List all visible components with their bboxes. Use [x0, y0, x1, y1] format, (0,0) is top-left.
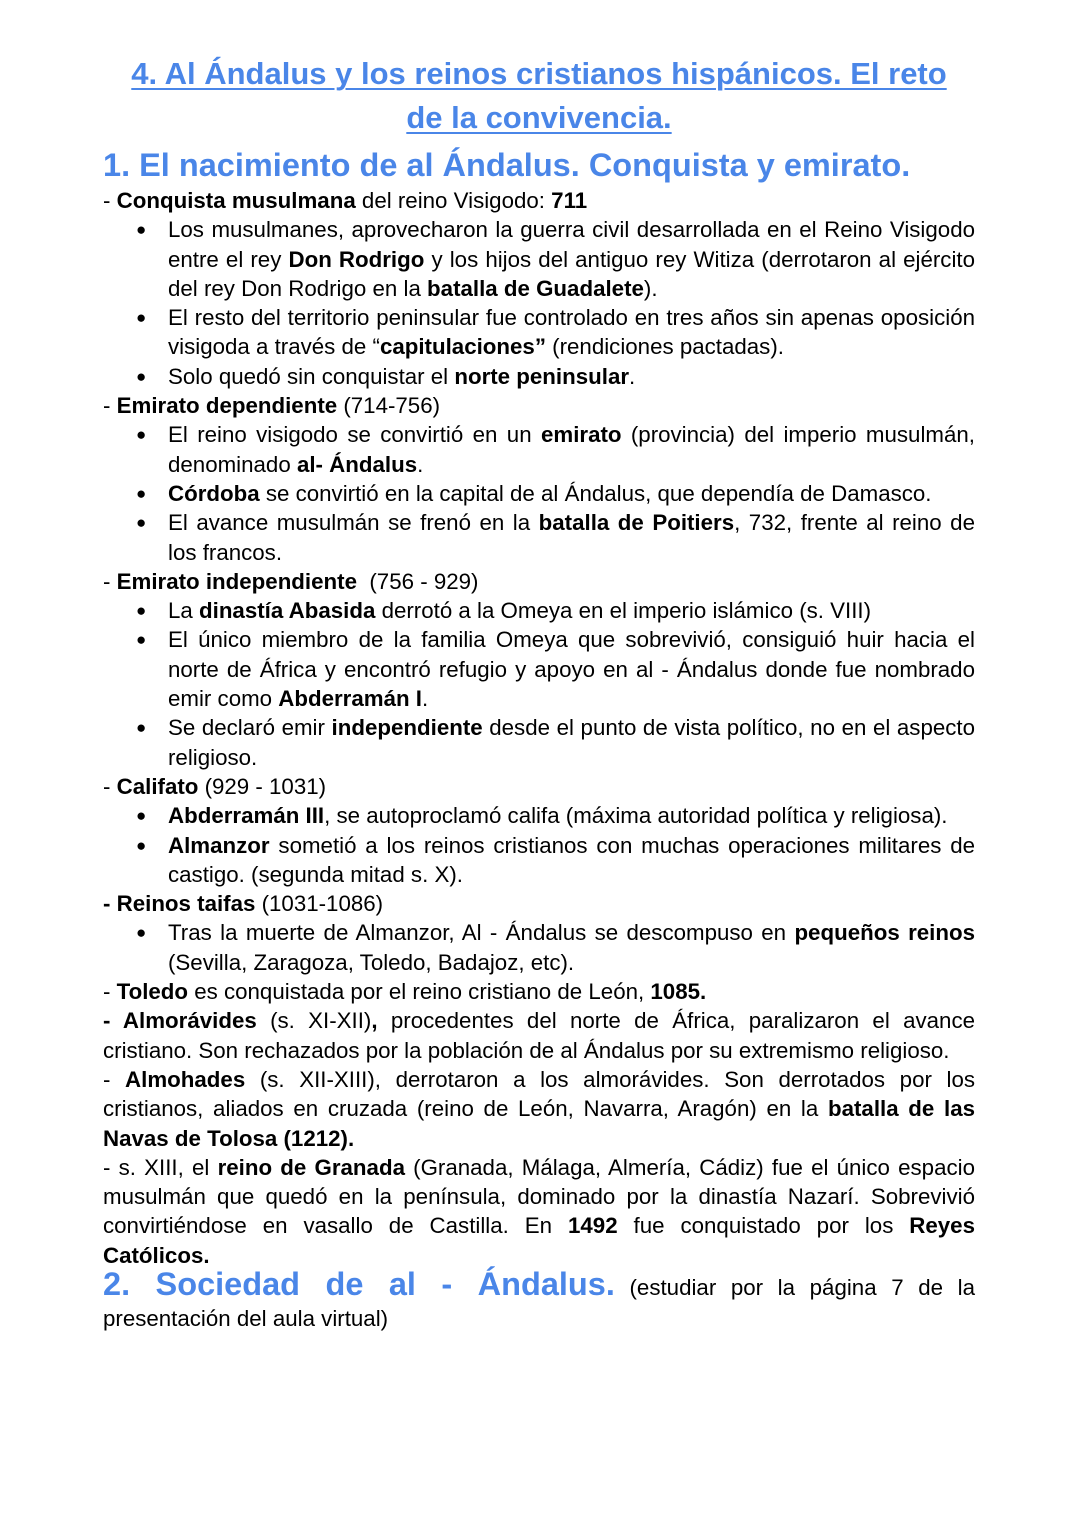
text: La — [168, 598, 199, 624]
text: procedentes del norte de África, paralizaron el avance cristiano. Son rechazados por la población de al Ándalus por su extremismo religioso. — [103, 1008, 975, 1063]
list-item — [103, 479, 975, 508]
almohades-paragraph — [103, 1065, 975, 1153]
list-item — [103, 215, 975, 303]
list-item — [103, 596, 975, 625]
conquista-year: 711 — [551, 188, 588, 213]
taifas-list — [103, 918, 975, 977]
text: ). — [643, 275, 658, 301]
document-title — [103, 52, 975, 140]
conquista-label: Conquista musulmana — [116, 188, 356, 213]
bold-text: batalla de Poitiers — [538, 510, 735, 536]
emirato-dependiente-header — [103, 391, 975, 420]
text: fue conquistado por los — [617, 1213, 910, 1239]
text: - — [103, 1066, 126, 1092]
text: El reino visigodo se convirtió en un — [168, 422, 541, 448]
text: desde el punto de vista político, no en el aspecto religioso. — [168, 715, 976, 770]
list-item — [103, 303, 975, 362]
bold-text: Almohades — [125, 1066, 246, 1092]
bold-text: Córdoba — [168, 480, 260, 506]
text: . — [417, 451, 424, 477]
emirato-independiente-header — [103, 567, 975, 596]
bold-text: , — [371, 1008, 378, 1034]
document-page — [103, 52, 975, 1336]
text: y los hijos del antiguo rey Witiza (derrotaron al ejército del rey Don Rodrigo en la — [168, 246, 976, 301]
text: , se autoproclamó califa (máxima autoridad política y religiosa). — [324, 803, 948, 829]
conquista-list — [103, 215, 975, 391]
emirato-independiente-label: Emirato independiente — [116, 568, 357, 594]
dash: - — [103, 188, 117, 213]
bold-text: - Almorávides — [103, 1008, 257, 1034]
bold-text: Almanzor — [168, 832, 270, 858]
title-line-2: de la convivencia. — [406, 100, 672, 135]
section-2 — [103, 1265, 975, 1336]
bold-text: independiente — [331, 715, 483, 741]
bold-text: emirato — [540, 422, 622, 448]
bold-text: Don Rodrigo — [288, 246, 425, 272]
text: (s. XII-XIII), derrotaron a los almorávides. Son derrotados por los cristianos, aliados en cruzada (reino de León, Navarra, Aragón) en la — [103, 1066, 976, 1122]
bold-text: Toledo — [116, 979, 189, 1005]
list-item — [103, 918, 975, 977]
text: - s. XIII, el — [103, 1154, 218, 1180]
list-item — [103, 713, 975, 772]
toledo-paragraph — [103, 977, 975, 1006]
bold-text: batalla de las Navas de Tolosa (1212). — [103, 1096, 975, 1151]
text: derrotó a la Omeya en el imperio islámico (s. VIII) — [375, 598, 872, 624]
list-item — [103, 420, 975, 479]
section-2-note: (estudiar por la página 7 de la presentación del aula virtual) — [103, 1274, 975, 1332]
list-item — [103, 508, 975, 567]
text: . — [422, 686, 429, 712]
bold-text: Reyes Católicos. — [103, 1213, 975, 1268]
bold-text: reino de Granada — [217, 1154, 405, 1180]
bold-text: batalla de Guadalete — [427, 275, 644, 301]
text: Solo quedó sin conquistar el — [168, 363, 455, 389]
bold-text: Abderramán III — [168, 803, 325, 829]
dash: - — [103, 568, 117, 594]
bold-text: al- Ándalus — [296, 451, 418, 477]
almoravides-paragraph — [103, 1006, 975, 1065]
section-2-heading: 2. Sociedad de al - Ándalus. — [103, 1265, 615, 1302]
bold-text: Abderramán I — [278, 686, 422, 712]
bold-text: 1492 — [568, 1213, 618, 1239]
text: (provincia) del imperio musulmán, denominado — [168, 422, 975, 477]
text: (Granada, Málaga, Almería, Cádiz) fue el único espacio musulmán que quedó en la península, dominado por la dinastía Nazarí. Sobrevivió convirtiéndose en vasallo de Castilla. En — [103, 1154, 975, 1239]
text: (rendiciones pactadas). — [545, 334, 784, 360]
list-item — [103, 801, 975, 830]
dash: - — [103, 393, 117, 419]
califato-label: Califato — [116, 773, 199, 799]
emirato-dependiente-dates: (714-756) — [337, 393, 441, 419]
text: El único miembro de la familia Omeya que sobrevivió, consiguió huir hacia el norte de África y encontró refugio y apoyo en al - Ándalus donde fue nombrado emir como — [168, 627, 975, 712]
text: (s. XI-XII) — [256, 1008, 372, 1034]
conquista-text: del reino Visigodo: — [355, 188, 552, 213]
bold-text: norte peninsular — [454, 363, 630, 389]
text: Se declaró emir — [168, 715, 332, 741]
bold-text: pequeños reinos — [794, 920, 975, 946]
text: sometió a los reinos cristianos con muchas operaciones militares de castigo. (segunda mitad s. X). — [168, 832, 975, 887]
granada-paragraph — [103, 1153, 975, 1270]
emirato-dependiente-list — [103, 420, 975, 566]
text: Los musulmanes, aprovecharon la guerra civil desarrollada en el Reino Visigodo entre el rey — [168, 217, 975, 272]
emirato-independiente-list — [103, 596, 975, 772]
text: - — [103, 979, 117, 1005]
taifas-label: - Reinos taifas — [103, 891, 256, 917]
califato-list — [103, 801, 975, 889]
emirato-independiente-dates: (756 - 929) — [356, 568, 479, 594]
califato-header — [103, 772, 975, 801]
taifas-header — [103, 889, 975, 918]
califato-dates: (929 - 1031) — [198, 773, 327, 799]
emirato-dependiente-label: Emirato dependiente — [116, 393, 338, 419]
bold-text: 1085. — [650, 979, 707, 1005]
text: El resto del territorio peninsular fue controlado en tres años sin apenas oposición visigoda a través de “ — [168, 305, 975, 360]
text: se convirtió en la capital de al Ándalus, que dependía de Damasco. — [259, 480, 932, 506]
dash: - — [103, 773, 117, 799]
list-item — [103, 362, 975, 391]
taifas-dates: (1031-1086) — [255, 891, 384, 917]
list-item — [103, 831, 975, 890]
bold-text: dinastía Abasida — [199, 598, 376, 624]
text: (Sevilla, Zaragoza, Toledo, Badajoz, etc). — [168, 949, 575, 975]
text: Tras la muerte de Almanzor, Al - Ándalus se descompuso en — [168, 920, 795, 946]
list-item — [103, 625, 975, 713]
text: El avance musulmán se frenó en la — [168, 510, 539, 536]
bold-text: capitulaciones” — [379, 334, 546, 360]
text: . — [629, 363, 636, 389]
text: es conquistada por el reino cristiano de León, — [188, 979, 651, 1005]
text: , 732, frente al reino de los francos. — [168, 510, 975, 565]
title-line-1: 4. Al Ándalus y los reinos cristianos hispánicos. El reto — [131, 56, 947, 91]
section-1-heading: 1. El nacimiento de al Ándalus. Conquista y emirato. — [103, 147, 911, 183]
conquista-header — [103, 186, 975, 215]
